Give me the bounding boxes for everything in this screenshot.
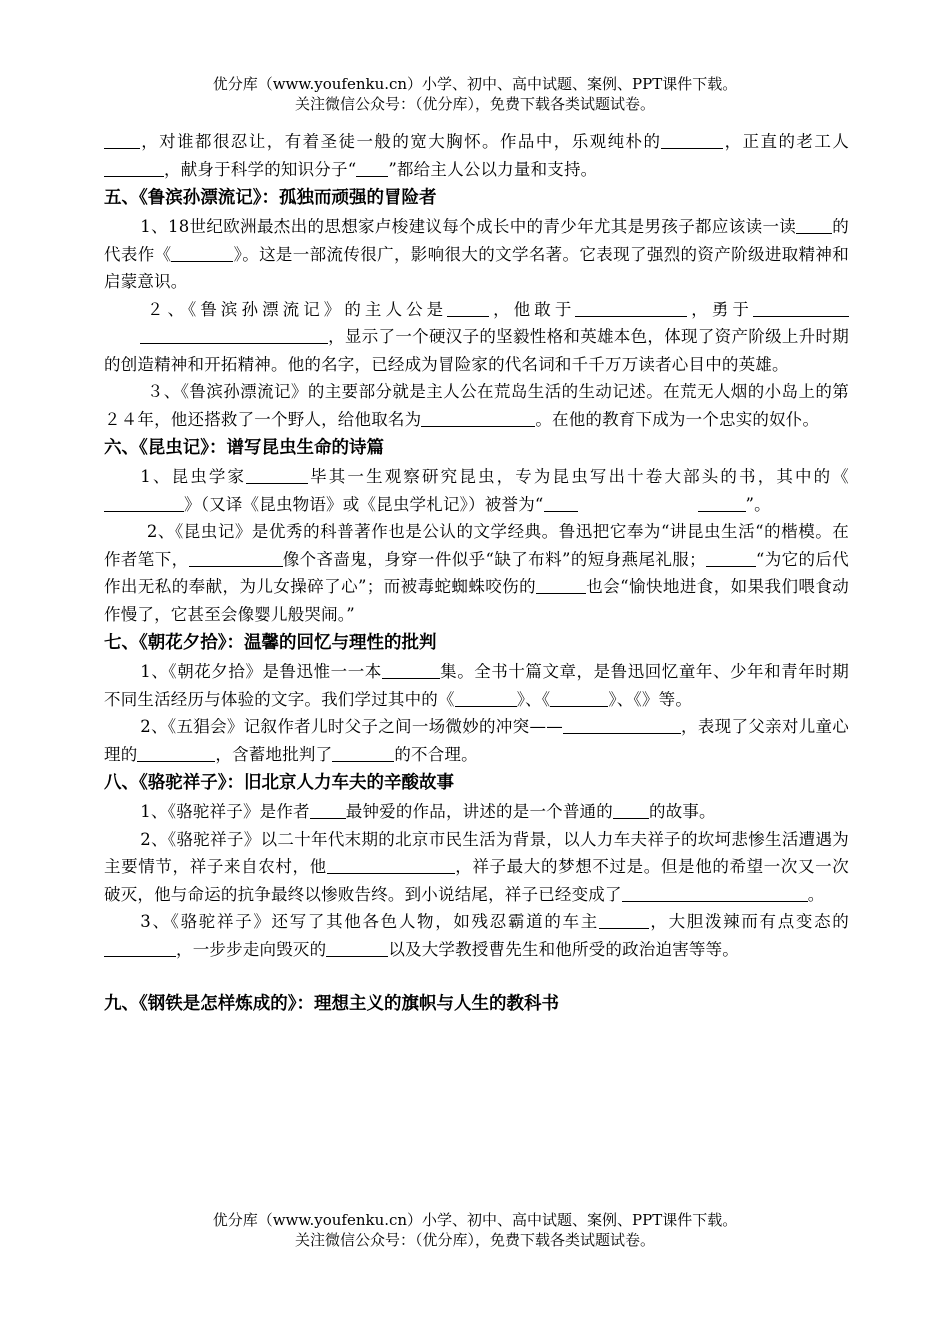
blank[interactable]	[613, 802, 649, 819]
continuation-paragraph: ，对谁都很忍让，有着圣徒一般的宽大胸怀。作品中，乐观纯朴的 ，正直的老工人，献身于科学的知识分子“ ”都给主人公以力量和支持。	[104, 128, 849, 183]
blank[interactable]	[104, 132, 140, 149]
s7-question-2: 2、《五猖会》记叙作者儿时父子之间一场微妙的冲突—— ，表现了父亲对儿童心理的 ，含蓄地批判了 的不合理。	[104, 717, 850, 764]
header-line-1: 优分库（www.youfenku.cn）小学、初中、高中试题、案例、PPT课件下载。	[212, 75, 738, 93]
blank[interactable]	[327, 857, 455, 874]
blank[interactable]	[544, 495, 578, 512]
page-header	[0, 74, 950, 114]
blank[interactable]	[246, 467, 308, 484]
blank[interactable]	[622, 885, 808, 902]
section-6-title: 六、《昆虫记》：谱写昆虫生命的诗篇	[104, 438, 384, 458]
section-5-title: 五、《鲁滨孙漂流记》：孤独而顽强的冒险者	[104, 188, 437, 208]
s6-question-2: 2、《昆虫记》是优秀的科普著作也是公认的文学经典。鲁迅把它奉为“讲昆虫生活“的楷模。在作者笔下， 像个吝啬鬼，身穿一件似乎“缺了布料”的短身燕尾礼服； “为它的后代作出无私的奉献，为儿女操碎了心”；而被毒蛇蜘蛛咬伤的 也会“愉快地进食，如果我们喂食动作慢了，它甚至会像婴儿般哭闹。”	[104, 522, 850, 624]
blank[interactable]	[104, 160, 164, 177]
blank[interactable]	[326, 940, 388, 957]
page-footer	[0, 1210, 950, 1250]
blank[interactable]	[550, 690, 608, 707]
section-9-title: 九、《钢铁是怎样炼成的》：理想主义的旗帜与人生的教科书	[104, 994, 559, 1014]
section-8-title: 八、《骆驼祥子》：旧北京人力车夫的辛酸故事	[104, 773, 454, 793]
blank[interactable]	[189, 550, 283, 567]
blank[interactable]	[104, 940, 176, 957]
blank[interactable]	[706, 550, 756, 567]
blank[interactable]	[575, 300, 687, 317]
blank[interactable]	[536, 577, 586, 594]
header-line-2: 关注微信公众号：（优分库），免费下载各类试题试卷。	[294, 95, 655, 113]
s5-question-2: ２、《鲁滨孙漂流记》的主人公是 ，他敢于 ，勇于，显示了一个硬汉子的坚毅性格和英雄本色，体现了资产阶级上升时期的创造精神和开拓精神。他的名字，已经成为冒险家的代名词和千千万万读者心目中的英雄。	[104, 299, 849, 374]
section-7-title: 七、《朝花夕拾》：温馨的回忆与理性的批判	[104, 633, 437, 653]
blank[interactable]	[661, 132, 723, 149]
blank[interactable]	[753, 300, 849, 317]
blank[interactable]	[310, 802, 346, 819]
blank[interactable]	[447, 300, 489, 317]
s8-question-2: 2、《骆驼祥子》以二十年代末期的北京市民生活为背景，以人力车夫祥子的坎坷悲惨生活遭遇为主要情节，祥子来自农村，他 ，祥子最大的梦想不过是。但是他的希望一次又一次破灭，他与命运的抗争最终以惨败告终。到小说结尾，祥子已经变成了 。	[104, 829, 849, 904]
blank[interactable]	[356, 160, 388, 177]
blank[interactable]	[137, 745, 215, 762]
s5-question-1: 1、18世纪欧洲最杰出的思想家卢梭建议每个成长中的青少年尤其是男孩子都应该读一读 的代表作《 》。这是一部流传很广，影响很大的文学名著。它表现了强烈的资产阶级进取精神和启蒙意识。	[104, 217, 849, 291]
s6-question-1: 1、昆虫学家 毕其一生观察研究昆虫，专为昆虫写出十卷大部头的书，其中的《》（又译《昆虫物语》或《昆虫学札记》）被誉为“ ”。	[104, 463, 849, 518]
s8-question-3: 3、《骆驼祥子》还写了其他各色人物，如残忍霸道的车主 ，大胆泼辣而有点变态的，一步步走向毁灭的 以及大学教授曹先生和他所受的政治迫害等等。	[104, 908, 849, 963]
blank[interactable]	[382, 662, 440, 679]
blank[interactable]	[104, 495, 184, 512]
document-body	[104, 128, 849, 1019]
blank[interactable]	[421, 410, 535, 427]
blank[interactable]	[140, 327, 328, 344]
blank[interactable]	[599, 912, 649, 929]
footer-line-1: 优分库（www.youfenku.cn）小学、初中、高中试题、案例、PPT课件下载。	[212, 1211, 738, 1229]
blank[interactable]	[796, 217, 832, 234]
blank[interactable]	[455, 690, 517, 707]
blank[interactable]	[698, 495, 746, 512]
footer-line-2: 关注微信公众号：（优分库），免费下载各类试题试卷。	[294, 1231, 655, 1249]
s5-question-3: ３、《鲁滨孙漂流记》的主要部分就是主人公在荒岛生活的生动记述。在荒无人烟的小岛上的第２４年，他还搭救了一个野人，给他取名为 。在他的教育下成为一个忠实的奴仆。	[104, 382, 849, 429]
s7-question-1: 1、《朝花夕拾》是鲁迅惟一一本 集。全书十篇文章，是鲁迅回忆童年、少年和青年时期不同生活经历与体验的文字。我们学过其中的《 》、《 》、《》等。	[104, 662, 849, 709]
s8-question-1: 1、《骆驼祥子》是作者 最钟爱的作品，讲述的是一个普通的 的故事。	[140, 802, 716, 821]
blank[interactable]	[332, 745, 394, 762]
blank[interactable]	[171, 245, 233, 262]
blank[interactable]	[563, 717, 681, 734]
